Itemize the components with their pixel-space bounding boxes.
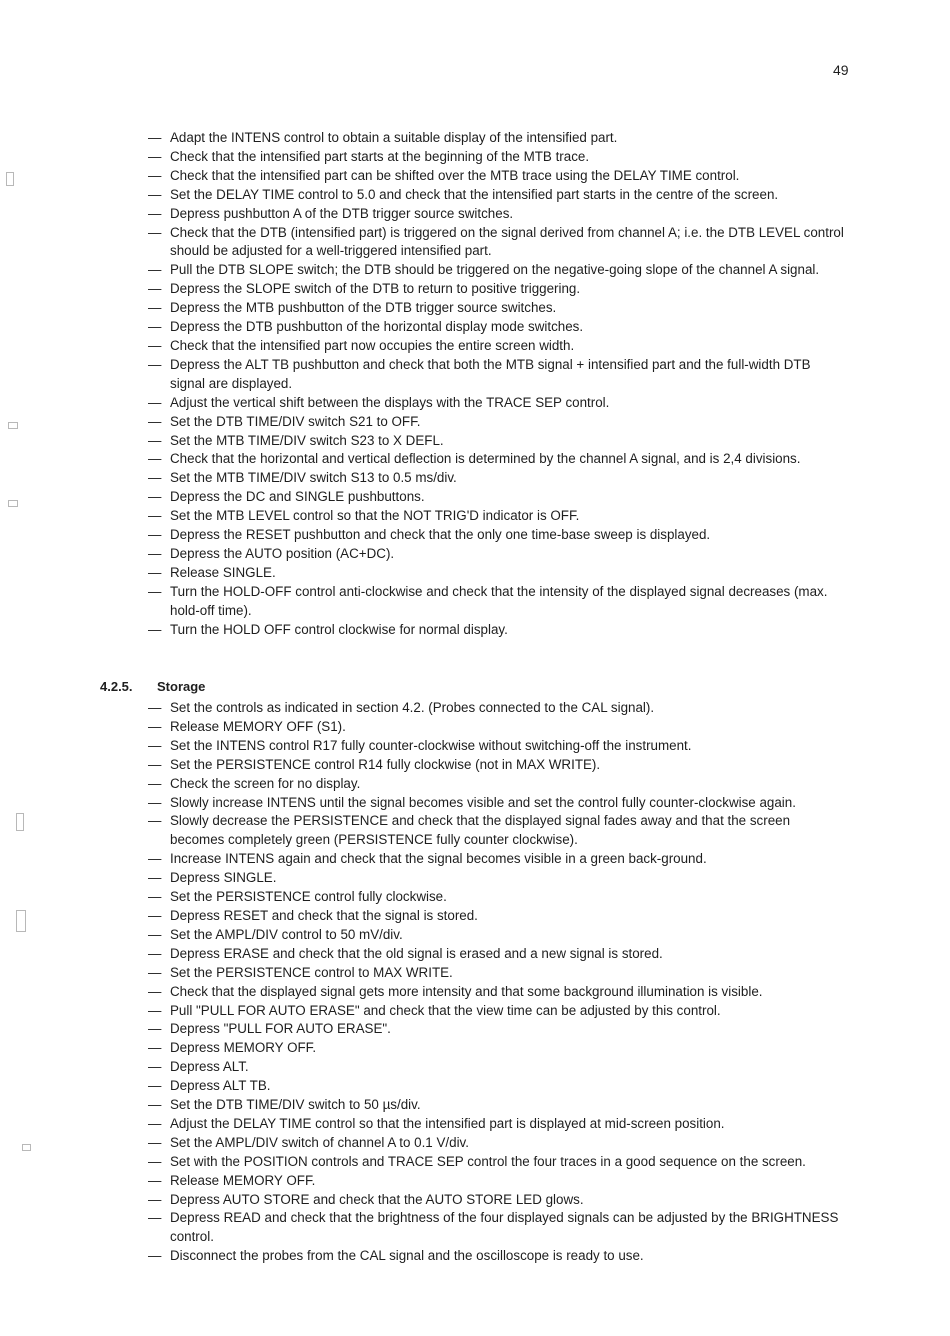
item-text: Set the INTENS control R17 fully counter-clockwise without switching-off the instrument. <box>170 737 692 753</box>
dash-bullet: — <box>148 1134 162 1150</box>
item-text: Turn the HOLD-OFF control anti-clockwise and check that the intensity of the displayed signal decreases (max. hold-off time). <box>170 583 828 618</box>
list-item <box>148 794 848 813</box>
item-text: Release SINGLE. <box>170 564 276 580</box>
list-item <box>148 888 848 907</box>
dash-bullet: — <box>148 167 162 183</box>
list-item <box>148 1096 848 1115</box>
list-item <box>148 907 848 926</box>
dash-bullet: — <box>148 1021 162 1037</box>
item-text: Depress the DTB pushbutton of the horizontal display mode switches. <box>170 319 584 335</box>
dash-bullet: — <box>148 700 162 715</box>
list-item <box>148 205 848 224</box>
list-item <box>148 1115 848 1134</box>
item-text: Depress the MTB pushbutton of the DTB trigger source switches. <box>170 300 557 316</box>
dash-bullet: — <box>148 413 162 429</box>
dash-bullet: — <box>148 889 162 905</box>
item-text: Set the AMPL/DIV switch of channel A to 0.1 V/div. <box>170 1134 469 1150</box>
item-text: Set the PERSISTENCE control R14 fully clockwise (not in MAX WRITE). <box>170 756 601 772</box>
item-text: Check that the intensified part now occupies the entire screen width. <box>170 337 575 353</box>
item-text: Release MEMORY OFF. <box>170 1172 316 1188</box>
item-text: Set the controls as indicated in section 4.2. (Probes connected to the CAL signal). <box>170 700 655 715</box>
list-item <box>148 756 848 775</box>
dash-bullet: — <box>148 262 162 278</box>
item-text: Set with the POSITION controls and TRACE SEP control the four traces in a good sequence on the screen. <box>170 1153 806 1169</box>
dash-bullet: — <box>148 148 162 164</box>
list-item <box>148 1020 848 1039</box>
dash-bullet: — <box>148 1115 162 1131</box>
list-item <box>148 224 848 262</box>
item-text: Turn the HOLD OFF control clockwise for normal display. <box>170 621 508 637</box>
item-text: Set the MTB LEVEL control so that the NOT TRIG'D indicator is OFF. <box>170 508 580 524</box>
item-text: Set the DTB TIME/DIV switch S21 to OFF. <box>170 413 421 429</box>
list-item <box>148 850 848 869</box>
dash-bullet: — <box>148 186 162 202</box>
margin-mark <box>8 500 18 507</box>
dash-bullet: — <box>148 508 162 524</box>
dash-bullet: — <box>148 1078 162 1094</box>
item-text: Set the MTB TIME/DIV switch S23 to X DEFL. <box>170 432 444 448</box>
item-text: Depress pushbutton A of the DTB trigger source switches. <box>170 205 514 221</box>
item-text: Check that the displayed signal gets more intensity and that some background illumination is visible. <box>170 983 763 999</box>
dash-bullet: — <box>148 907 162 923</box>
list-item <box>148 526 848 545</box>
item-text: Depress ALT TB. <box>170 1078 271 1094</box>
dash-bullet: — <box>148 926 162 942</box>
item-text: Check that the intensified part starts at the beginning of the MTB trace. <box>170 148 590 164</box>
instruction-list <box>148 129 848 639</box>
dash-bullet: — <box>148 870 162 886</box>
item-text: Increase INTENS again and check that the signal becomes visible in a green back-ground. <box>170 851 707 867</box>
dash-bullet: — <box>148 1210 162 1226</box>
item-text: Pull the DTB SLOPE switch; the DTB should be triggered on the negative-going slope of the channel A signal. <box>170 262 820 278</box>
item-text: Pull "PULL FOR AUTO ERASE" and check that the view time can be adjusted by this control. <box>170 1002 721 1018</box>
list-item <box>148 1153 848 1172</box>
list-item <box>148 718 848 737</box>
dash-bullet: — <box>148 319 162 335</box>
margin-mark <box>16 910 26 932</box>
list-item <box>148 1002 848 1021</box>
list-item <box>148 926 848 945</box>
item-text: Depress SINGLE. <box>170 870 277 886</box>
list-item <box>148 337 848 356</box>
dash-bullet: — <box>148 813 162 829</box>
item-text: Adapt the INTENS control to obtain a suitable display of the intensified part. <box>170 130 618 145</box>
item-text: Depress the DC and SINGLE pushbuttons. <box>170 489 425 505</box>
list-item <box>148 1134 848 1153</box>
list-item <box>148 564 848 583</box>
item-text: Set the MTB TIME/DIV switch S13 to 0.5 ms/div. <box>170 470 457 486</box>
list-item <box>148 1247 848 1266</box>
dash-bullet: — <box>148 1002 162 1018</box>
dash-bullet: — <box>148 1191 162 1207</box>
item-text: Depress the ALT TB pushbutton and check that both the MTB signal + intensified part and the full-width DTB signal are displayed. <box>170 356 811 391</box>
dash-bullet: — <box>148 1097 162 1113</box>
dash-bullet: — <box>148 281 162 297</box>
item-text: Depress ERASE and check that the old signal is erased and a new signal is stored. <box>170 945 663 961</box>
item-text: Slowly increase INTENS until the signal becomes visible and set the control fully counter-clockwise again. <box>170 794 796 810</box>
item-text: Depress RESET and check that the signal is stored. <box>170 907 478 923</box>
item-text: Set the PERSISTENCE control fully clockwise. <box>170 889 447 905</box>
list-item <box>148 507 848 526</box>
list-item <box>148 964 848 983</box>
dash-bullet: — <box>148 337 162 353</box>
list-item <box>148 356 848 394</box>
item-text: Check that the intensified part can be shifted over the MTB trace using the DELAY TIME control. <box>170 167 740 183</box>
list-item <box>148 167 848 186</box>
dash-bullet: — <box>148 205 162 221</box>
list-item <box>148 1191 848 1210</box>
list-item <box>148 583 848 621</box>
dash-bullet: — <box>148 224 162 240</box>
item-text: Release MEMORY OFF (S1). <box>170 718 346 734</box>
margin-mark <box>6 172 14 186</box>
list-item <box>148 129 848 148</box>
item-text: Adjust the DELAY TIME control so that the intensified part is displayed at mid-screen position. <box>170 1115 725 1131</box>
list-item <box>148 318 848 337</box>
item-text: Depress the SLOPE switch of the DTB to return to positive triggering. <box>170 281 581 297</box>
dash-bullet: — <box>148 1172 162 1188</box>
dash-bullet: — <box>148 945 162 961</box>
margin-mark <box>16 813 24 831</box>
list-item <box>148 545 848 564</box>
dash-bullet: — <box>148 756 162 772</box>
item-text: Depress MEMORY OFF. <box>170 1040 317 1056</box>
item-text: Depress AUTO STORE and check that the AUTO STORE LED glows. <box>170 1191 584 1207</box>
dash-bullet: — <box>148 851 162 867</box>
dash-bullet: — <box>148 737 162 753</box>
list-item <box>148 261 848 280</box>
dash-bullet: — <box>148 964 162 980</box>
dash-bullet: — <box>148 983 162 999</box>
dash-bullet: — <box>148 489 162 505</box>
dash-bullet: — <box>148 451 162 467</box>
list-item <box>148 186 848 205</box>
section-number: 4.2.5. <box>100 679 133 694</box>
item-text: Depress the RESET pushbutton and check that the only one time-base sweep is displayed. <box>170 527 711 543</box>
page-number: 49 <box>833 62 849 78</box>
item-text: Set the DTB TIME/DIV switch to 50 µs/div. <box>170 1097 421 1113</box>
list-item <box>148 812 848 850</box>
list-item <box>148 299 848 318</box>
list-item <box>148 394 848 413</box>
dash-bullet: — <box>148 432 162 448</box>
list-item <box>148 450 848 469</box>
list-item <box>148 1039 848 1058</box>
dash-bullet: — <box>148 794 162 810</box>
dash-bullet: — <box>148 564 162 580</box>
list-item <box>148 488 848 507</box>
item-text: Disconnect the probes from the CAL signal and the oscilloscope is ready to use. <box>170 1248 644 1264</box>
item-text: Slowly decrease the PERSISTENCE and check that the displayed signal fades away and that the screen becomes completely green (PERSISTENCE fully counter clockwise). <box>170 813 791 848</box>
dash-bullet: — <box>148 527 162 543</box>
dash-bullet: — <box>148 1040 162 1056</box>
list-item <box>148 983 848 1002</box>
list-item <box>148 1077 848 1096</box>
list-item <box>148 699 848 718</box>
dash-bullet: — <box>148 300 162 316</box>
item-text: Check the screen for no display. <box>170 775 361 791</box>
dash-bullet: — <box>148 718 162 734</box>
dash-bullet: — <box>148 394 162 410</box>
dash-bullet: — <box>148 356 162 372</box>
list-item <box>148 945 848 964</box>
dash-bullet: — <box>148 130 162 145</box>
dash-bullet: — <box>148 1153 162 1169</box>
list-item <box>148 775 848 794</box>
margin-mark <box>8 422 18 429</box>
item-text: Depress "PULL FOR AUTO ERASE". <box>170 1021 391 1037</box>
section-title: Storage <box>157 679 206 694</box>
item-text: Set the PERSISTENCE control to MAX WRITE. <box>170 964 453 980</box>
storage-instruction-list <box>148 699 848 1266</box>
item-text: Depress ALT. <box>170 1059 249 1075</box>
list-item <box>148 621 848 640</box>
dash-bullet: — <box>148 470 162 486</box>
item-text: Check that the DTB (intensified part) is triggered on the signal derived from channel A; i.e. the DTB LEVEL control should be adjusted for a well-triggered intensified part. <box>170 224 844 259</box>
dash-bullet: — <box>148 621 162 637</box>
item-text: Depress the AUTO position (AC+DC). <box>170 545 395 561</box>
dash-bullet: — <box>148 1059 162 1075</box>
list-item <box>148 1058 848 1077</box>
dash-bullet: — <box>148 1248 162 1264</box>
dash-bullet: — <box>148 545 162 561</box>
list-item <box>148 469 848 488</box>
list-item <box>148 869 848 888</box>
list-item <box>148 432 848 451</box>
item-text: Check that the horizontal and vertical deflection is determined by the channel A signal, and is 2,4 divisions. <box>170 451 801 467</box>
dash-bullet: — <box>148 775 162 791</box>
list-item <box>148 1172 848 1191</box>
item-text: Set the AMPL/DIV control to 50 mV/div. <box>170 926 403 942</box>
list-item <box>148 1209 848 1247</box>
list-item <box>148 280 848 299</box>
item-text: Adjust the vertical shift between the displays with the TRACE SEP control. <box>170 394 610 410</box>
list-item <box>148 413 848 432</box>
margin-mark <box>22 1144 31 1151</box>
item-text: Depress READ and check that the brightness of the four displayed signals can be adjusted by the BRIGHTNESS control. <box>170 1210 839 1245</box>
list-item <box>148 737 848 756</box>
item-text: Set the DELAY TIME control to 5.0 and check that the intensified part starts in the centre of the screen. <box>170 186 779 202</box>
list-item <box>148 148 848 167</box>
dash-bullet: — <box>148 583 162 599</box>
